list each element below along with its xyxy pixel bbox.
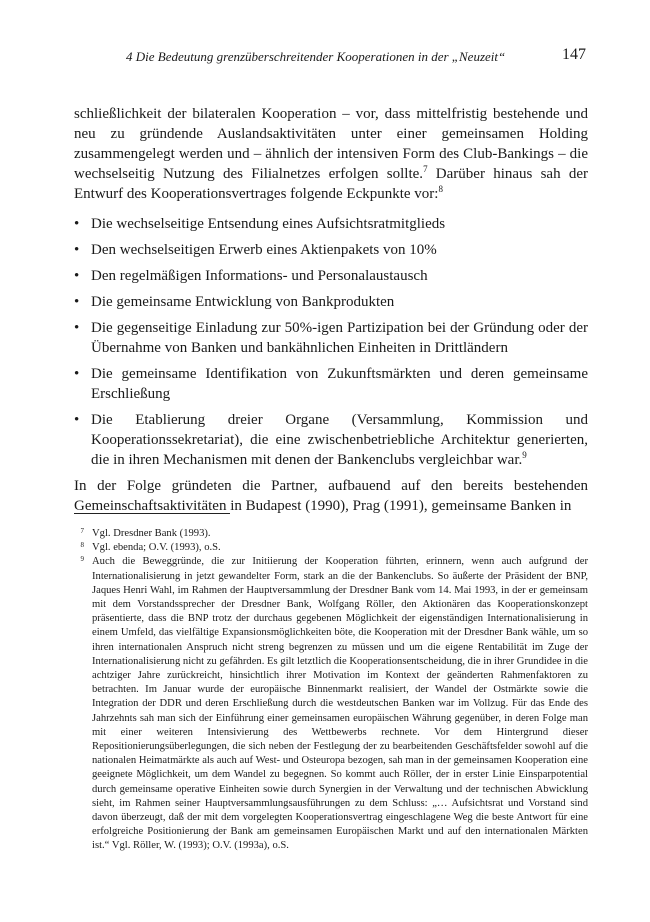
footnote-text: Vgl. ebenda; O.V. (1993), o.S.	[92, 542, 221, 554]
footnotes	[74, 527, 588, 854]
bullet-text: Die gemeinsame Identifikation von Zukunftsmärkten und deren gemeinsame Erschließung	[91, 366, 588, 402]
bullet-item	[74, 266, 588, 286]
footnote-ref-9: 9	[522, 450, 527, 460]
bullet-item	[74, 318, 588, 358]
intro-paragraph	[74, 104, 588, 204]
footnote-number: 9	[80, 555, 84, 564]
bullet-symbol: •	[74, 242, 80, 258]
bullet-text: Den regelmäßigen Informations- und Personalaustausch	[91, 268, 428, 284]
bullet-item	[74, 214, 588, 234]
main-text	[74, 104, 588, 516]
bullet-text: Die wechselseitige Entsendung eines Aufsichtsratmitglieds	[91, 216, 446, 232]
bullet-symbol: •	[74, 366, 80, 382]
footnote-number: 8	[80, 541, 84, 550]
footnote	[74, 555, 588, 853]
intro-text-b: Darüber hinaus sah der Entwurf des Kooperationsvertrages folgende Eckpunkte vor:	[74, 166, 588, 202]
bullet-item	[74, 410, 588, 470]
footnote-number: 7	[80, 527, 84, 535]
bullet-item	[74, 292, 588, 312]
bullet-item	[74, 364, 588, 404]
footnote-divider	[74, 513, 230, 514]
bullet-text: Die gemeinsame Entwicklung von Bankprodukten	[91, 294, 395, 310]
footnote	[74, 541, 588, 555]
bullet-symbol: •	[74, 294, 80, 310]
header-title: 4 Die Bedeutung grenzüberschreitender Kooperationen in der „Neuzeit“	[126, 49, 506, 64]
bullet-symbol: •	[74, 268, 80, 284]
running-header	[126, 46, 586, 68]
bullet-symbol: •	[74, 412, 80, 428]
bullet-symbol: •	[74, 216, 80, 232]
bullet-list	[74, 214, 588, 470]
bullet-text: Den wechselseitigen Erwerb eines Aktienpakets von 10%	[91, 242, 437, 258]
footnote-text: Vgl. Dresdner Bank (1993).	[92, 528, 211, 539]
bullet-symbol: •	[74, 320, 80, 336]
footnote-ref-7: 7	[423, 164, 428, 174]
footnote-text: Auch die Beweggründe, die zur Initiierung der Kooperation führten, erinnern, wenn auch aufgrund der Internationalisierung in jetzt gewandelter Form, stark an die der Bankenclubs. So äußerte der Präsident der BNP, Jaques Henri Wahl, im Rahmen der Hauptversammlung der Dresdner Bank vom 14. Mai 1993, in der er gemeinsam mit dem Vorstandssprecher der Dresdner Bank, Wolfgang Röller, den Aktionären das Kooperationskonzept präsentierte, dass die BNP trotz der durchaus gegebenen Möglichkeit der eigenständigen Internationalisierung in einem Umfeld, das vielfältige Expansionsmöglichkeiten böte, die Kooperation mit der Dresdner Bank wähle, um so ihren internationalen Anspruch nicht streng begrenzen zu müssen und um die eigene Rentabilität im Zuge der Internationalisierung nicht zu gefährden. Es gilt letztlich die Kooperationsentscheidung, die in ihrer Grundidee in die achtziger Jahre zurückreicht, hinsichtlich ihrer Motivation im Kontext der geänderten Rahmenfaktoren zu betrachten. Im Januar wurde der europäische Binnenmarkt realisiert, der Wandel der Ostmärkte sowie die Integration der DDR und deren Erschließung durch die westdeutschen Banken war im Vollzug. Für das Ende des Jahrzehnts sah man sich der Einführung einer gemeinsamen europäischen Währung gegenüber, in deren Folge man mit einer weiteren Intensivierung des Wettbewerbs rechnete. Vor dem Hintergrund dieser Repositionierungsüberlegungen, die sich neben der Festlegung der zu bearbeitenden Geschäftsfelder sowohl auf die nationalen Heimatmärkte als auch auf West- und Osteuropa bezogen, sah man in der gemeinsamen Kooperation eine geeignete Möglichkeit, um dem Wandel zu begegnen. So kommt auch Röller, der in erster Linie Einsparpotential durch gemeinsame operative Einheiten sowie durch Synergien in der Verwaltung und der technischen Abwicklung sieht, im Rahmen seiner Hauptversammlungsausführungen zu dem Schluss: „… Aufsichtsrat und Vorstand sind davon überzeugt, daß der mit dem vorgelegten Kooperationsvertrag eingeschlagene Weg die beste Antwort für eine erfolgreiche Positionierung der Bank am gemeinsamen Europäischen Markt und auf den internationalen Märkten ist.“ Vgl. Röller, W. (1993); O.V. (1993a), o.S.	[92, 556, 588, 852]
bullet-text: Die gegenseitige Einladung zur 50%-igen Partizipation bei der Gründung oder der Übernahme von Banken und bankähnlichen Einheiten in Drittländern	[91, 320, 588, 356]
bullet-item	[74, 240, 588, 260]
bullet-text: Die Etablierung dreier Organe (Versammlung, Kommission und Kooperationssekretariat), die eine zwischenbetriebliche Architektur generierten, die in ihren Mechanismen mit denen der Bankenclubs vergleichbar war.	[91, 412, 588, 468]
closing-paragraph: In der Folge gründeten die Partner, aufbauend auf den bereits bestehenden Gemeinschaftsaktivitäten in Budapest (1990), Prag (1991), gemeinsame Banken in	[74, 478, 588, 514]
page-number: 147	[562, 46, 586, 63]
footnote	[74, 527, 588, 541]
intro-text-a: schließlichkeit der bilateralen Kooperation – vor, dass mittelfristig bestehende und neu zu gründende Auslandsaktivitäten unter einer gemeinsamen Holding zusammengelegt werden und – ähnlich der intensiven Form des Club-Bankings – die wechselseitig Nutzung des Filialnetzes erfolgen sollte.	[74, 106, 588, 182]
footnote-ref-8: 8	[438, 184, 443, 194]
